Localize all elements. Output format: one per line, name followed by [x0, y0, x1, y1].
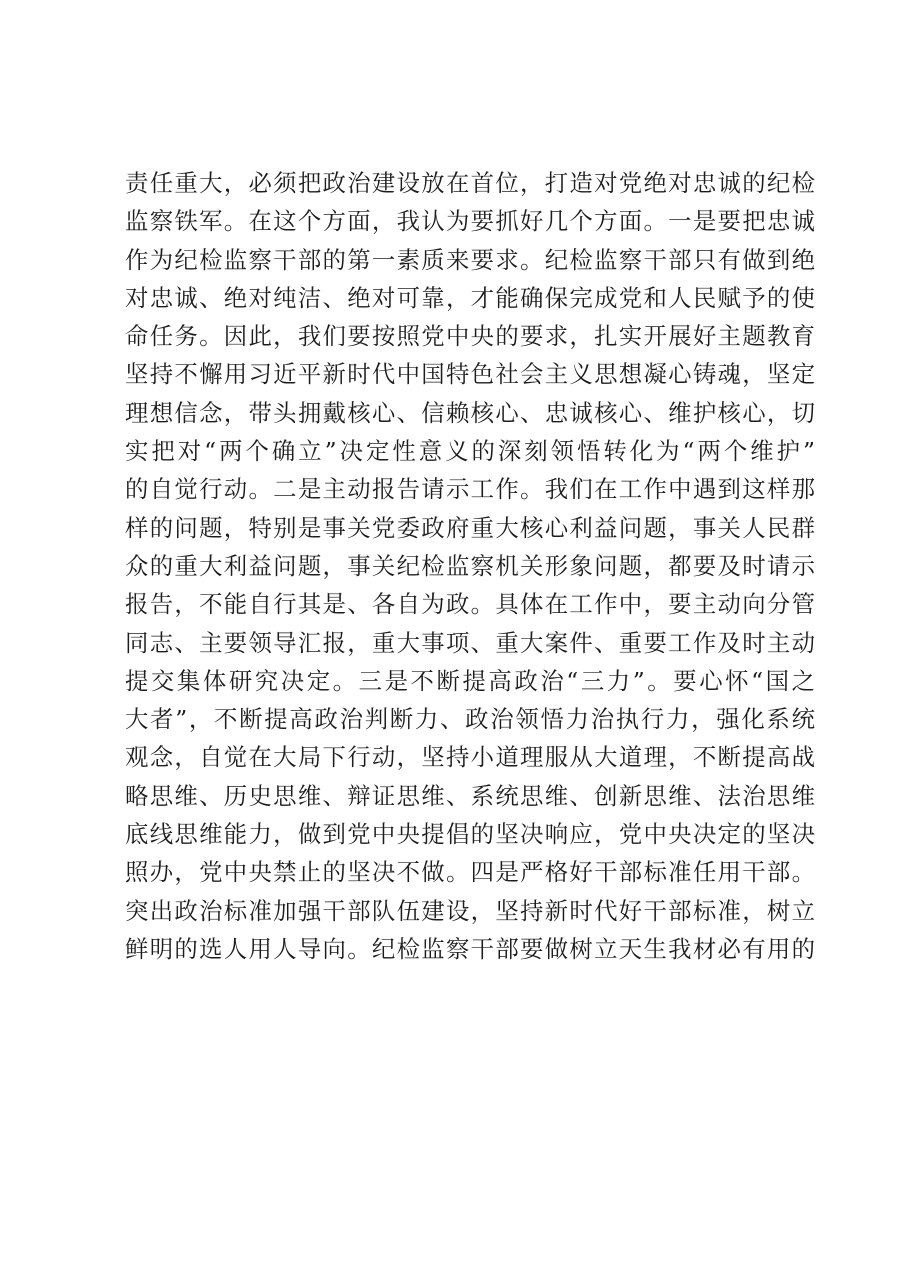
text-line: 观念，自觉在大局下行动，坚持小道理服从大道理，不断提高战: [125, 743, 815, 772]
text-line: 略思维、历史思维、辩证思维、系统思维、创新思维、法治思维: [125, 781, 815, 810]
text-line: 责任重大，必须把政治建设放在首位，打造对党绝对忠诚的纪检: [125, 169, 815, 197]
text-line: 突出政治标准加强干部队伍建设，坚持新时代好干部标准，树立: [125, 896, 815, 925]
text-line: 同志、主要领导汇报，重大事项、重大案件、重要工作及时主动: [125, 628, 815, 657]
text-line: 众的重大利益问题，事关纪检监察机关形象问题，都要及时请示: [125, 551, 815, 580]
text-line: 底线思维能力，做到党中央提倡的坚决响应，党中央决定的坚决: [125, 820, 815, 849]
text-line: 实把对“两个确立”决定性意义的深刻领悟转化为“两个维护”: [125, 437, 815, 466]
text-line: 作为纪检监察干部的第一素质来要求。纪检监察干部只有做到绝: [125, 245, 815, 274]
text-line: 的自觉行动。二是主动报告请示工作。我们在工作中遇到这样那: [125, 475, 815, 504]
text-line: 大者”，不断提高政治判断力、政治领悟力治执行力，强化系统: [125, 705, 815, 734]
body-paragraph: [125, 164, 815, 968]
text-line: 照办，党中央禁止的坚决不做。四是严格好干部标准任用干部。: [125, 858, 815, 887]
text-line: 样的问题，特别是事关党委政府重大核心利益问题，事关人民群: [125, 513, 815, 542]
text-line: 提交集体研究决定。三是不断提高政治“三力”。要心怀“国之: [125, 666, 815, 695]
text-line: 鲜明的选人用人导向。纪检监察干部要做树立天生我材必有用的: [125, 934, 815, 963]
text-line: 理想信念，带头拥戴核心、信赖核心、忠诚核心、维护核心，切: [125, 398, 815, 427]
text-line: 命任务。因此，我们要按照党中央的要求，扎实开展好主题教育: [125, 322, 815, 351]
text-line: 对忠诚、绝对纯洁、绝对可靠，才能确保完成党和人民赋予的使: [125, 283, 815, 312]
text-line: 报告，不能自行其是、各自为政。具体在工作中，要主动向分管: [125, 590, 815, 619]
text-line: 坚持不懈用习近平新时代中国特色社会主义思想凝心铸魂，坚定: [125, 360, 815, 389]
text-line: 监察铁军。在这个方面，我认为要抓好几个方面。一是要把忠诚: [125, 207, 815, 236]
